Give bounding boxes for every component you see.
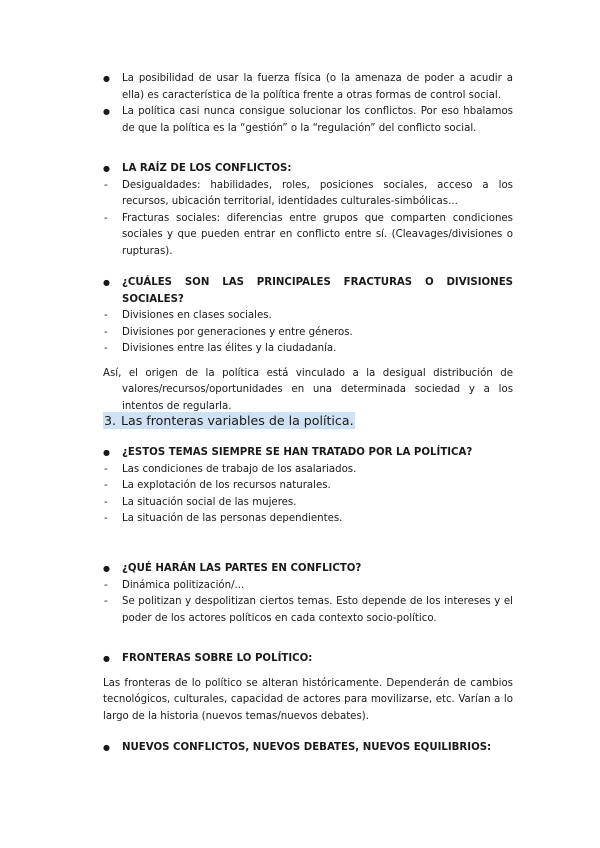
temas-heading: ● ¿ESTOS TEMAS SIEMPRE SE HAN TRATADO POR LA POLÍTICA? xyxy=(103,445,513,462)
section-title: Las fronteras variables de la política. xyxy=(121,413,354,428)
fracturas-section xyxy=(103,275,513,415)
partes-heading: ● ¿QUÉ HARÁN LAS PARTES EN CONFLICTO? xyxy=(103,561,513,578)
raiz-section xyxy=(103,161,513,260)
temas-section xyxy=(103,445,513,528)
dash-item: - La situación social de las mujeres. xyxy=(103,495,513,512)
fracturas-heading: ● ¿CUÁLES SON LAS PRINCIPALES FRACTURAS O DIVISIONES SOCIALES? xyxy=(103,275,513,308)
fronteras-text: Las fronteras de lo político se alteran históricamente. Dependerán de cambios tecnológicos, culturales, capacidad de actores para movilizarse, etc. Varían a lo largo de la historia (nuevos temas/nuevos debates). xyxy=(103,677,513,722)
dash-item: - Divisiones por generaciones y entre géneros. xyxy=(103,325,513,342)
fracturas-conclusion: Así, el origen de la política está vinculado a la desigual distribución de valores/recursos/oportunidades en una determinada sociedad y a los intentos de regularla. xyxy=(103,367,513,412)
dash-item: - Divisiones en clases sociales. xyxy=(103,308,513,325)
fronteras-section xyxy=(103,651,513,725)
bullet-item: ● La posibilidad de usar la fuerza física (o la amenaza de poder a acudir a ella) es característica de la política frente a otras formas de control social. xyxy=(103,71,513,104)
nuevos-section xyxy=(103,740,513,757)
dash-item: - Se politizan y despolitizan ciertos temas. Esto depende de los intereses y el poder de los actores políticos en cada contexto socio-político. xyxy=(103,594,513,627)
bullet-item: ● La política casi nunca consigue solucionar los conflictos. Por eso hbalamos de que la política es la “gestión” o la “regulación” del conflicto social. xyxy=(103,104,513,137)
partes-section xyxy=(103,561,513,627)
dash-item: - La explotación de los recursos naturales. xyxy=(103,478,513,495)
dash-item: - La situación de las personas dependientes. xyxy=(103,511,513,528)
raiz-heading: ● LA RAÍZ DE LOS CONFLICTOS: xyxy=(103,161,513,178)
dash-item: - Dinámica politización/... xyxy=(103,578,513,595)
section-number: 3. xyxy=(104,413,117,428)
dash-item: - Divisiones entre las élites y la ciudadanía. xyxy=(103,341,513,358)
nuevos-heading: ● NUEVOS CONFLICTOS, NUEVOS DEBATES, NUEVOS EQUILIBRIOS: xyxy=(103,740,513,757)
dash-item: - Desigualdades: habilidades, roles, posiciones sociales, acceso a los recursos, ubicación territorial, identidades culturales-simbólicas... xyxy=(103,178,513,211)
intro-list xyxy=(103,71,513,137)
section-heading xyxy=(103,412,513,432)
dash-item: - Fracturas sociales: diferencias entre grupos que comparten condiciones sociales y que pueden entrar en conflicto entre sí. (Cleavages/divisiones o rupturas). xyxy=(103,211,513,261)
dash-item: - Las condiciones de trabajo de los asalariados. xyxy=(103,462,513,479)
fronteras-heading: ● FRONTERAS SOBRE LO POLÍTICO: xyxy=(103,651,513,668)
